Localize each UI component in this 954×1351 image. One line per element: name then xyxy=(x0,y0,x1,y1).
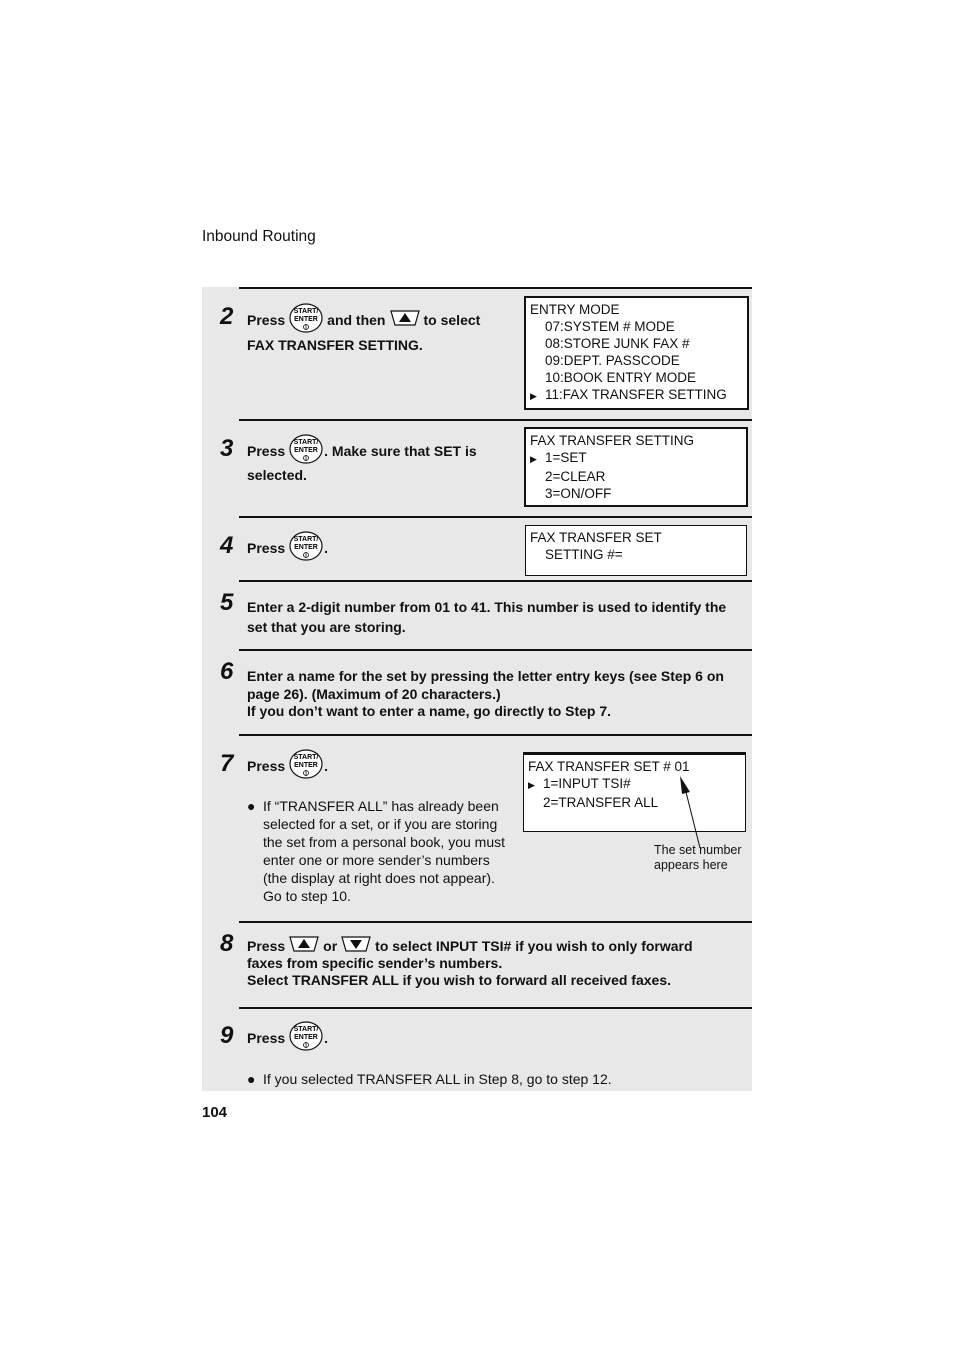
lcd-item: 3=ON/OFF xyxy=(545,486,612,501)
step-3-text xyxy=(247,436,517,484)
step-5-line1: Enter a 2-digit number from 01 to 41. This number is used to identify the xyxy=(247,599,727,615)
svg-text:START/: START/ xyxy=(293,536,319,543)
press-label: Press xyxy=(247,757,286,774)
step-2-text xyxy=(247,305,517,354)
divider xyxy=(239,1007,752,1009)
svg-text:ENTER: ENTER xyxy=(294,762,319,769)
start-enter-button-icon xyxy=(288,1021,324,1055)
start-enter-button-icon xyxy=(288,531,324,565)
start-enter-button-icon xyxy=(288,434,324,468)
step-8-text xyxy=(247,934,747,989)
svg-text:START/: START/ xyxy=(293,754,319,761)
step-8-line3: Select TRANSFER ALL if you wish to forward all received faxes. xyxy=(247,972,671,988)
divider xyxy=(239,921,752,923)
bullet-icon: ● xyxy=(247,1071,256,1087)
annotation-line: appears here xyxy=(654,858,728,872)
step-5-text xyxy=(247,597,747,637)
step-number: 6 xyxy=(220,658,234,685)
step-8-line2: faxes from specific sender’s numbers. xyxy=(247,955,503,971)
step-3-rest: . Make sure that SET is xyxy=(324,442,477,459)
step-number: 8 xyxy=(220,930,234,957)
step-number: 5 xyxy=(220,589,234,616)
cursor-arrow-icon: ▶ xyxy=(530,454,537,464)
and-then-label: and then xyxy=(327,311,386,328)
lcd-display-fax-transfer-setting xyxy=(524,427,748,507)
svg-text:ENTER: ENTER xyxy=(294,544,319,551)
note-line: selected for a set, or if you are storing xyxy=(263,816,498,832)
period: . xyxy=(324,757,329,774)
lcd-title: ENTRY MODE xyxy=(530,302,620,317)
divider xyxy=(239,649,752,651)
lcd-selected-item: 1=INPUT TSI# xyxy=(543,776,631,791)
lcd-selected-item: 11:FAX TRANSFER SETTING xyxy=(545,387,727,402)
press-label: Press xyxy=(247,1029,286,1046)
lcd-display-fax-transfer-set xyxy=(525,525,747,576)
lcd-display-entry-mode xyxy=(524,296,749,410)
lcd-title: FAX TRANSFER SETTING xyxy=(530,433,695,448)
lcd-item: 2=CLEAR xyxy=(545,469,606,484)
page-number: 104 xyxy=(202,1104,228,1121)
divider xyxy=(239,734,752,736)
cursor-arrow-icon: ▶ xyxy=(530,391,537,401)
step-7-note xyxy=(247,797,518,905)
lcd-title: FAX TRANSFER SET # 01 xyxy=(528,759,690,774)
step-2-line2: FAX TRANSFER SETTING. xyxy=(247,337,423,353)
annotation-line: The set number xyxy=(654,843,742,857)
step-6-text xyxy=(247,666,747,720)
step-7-text xyxy=(247,751,447,781)
divider xyxy=(239,580,752,582)
note-line: If you selected TRANSFER ALL in Step 8, go to step 12. xyxy=(263,1071,612,1087)
divider xyxy=(239,419,752,421)
up-arrow-button-icon xyxy=(389,308,421,332)
bullet-icon: ● xyxy=(247,798,256,814)
step-9-note xyxy=(247,1070,743,1088)
lcd-item: 07:SYSTEM # MODE xyxy=(545,319,675,334)
press-label: Press xyxy=(247,442,286,459)
period: . xyxy=(324,539,329,556)
annotation-text xyxy=(654,843,742,873)
press-label: Press xyxy=(247,539,286,556)
press-label: Press xyxy=(247,311,286,328)
step-6-line1: Enter a name for the set by pressing the letter entry keys (see Step 6 on xyxy=(247,668,724,684)
step-3-line2: selected. xyxy=(247,467,307,483)
lcd-selected-item: 1=SET xyxy=(545,450,587,465)
step-number: 2 xyxy=(220,303,234,330)
section-header: Inbound Routing xyxy=(202,228,316,245)
lcd-item: 2=TRANSFER ALL xyxy=(543,795,659,810)
step-number: 3 xyxy=(220,435,234,462)
note-line: (the display at right does not appear). xyxy=(263,870,495,886)
note-line: Go to step 10. xyxy=(263,888,351,904)
lcd-item: 09:DEPT. PASSCODE xyxy=(545,353,680,368)
note-line: If “TRANSFER ALL” has already been xyxy=(263,798,499,814)
step-6-line3: If you don’t want to enter a name, go directly to Step 7. xyxy=(247,703,612,719)
or-label: or xyxy=(323,937,338,954)
cursor-arrow-icon: ▶ xyxy=(528,780,535,790)
step-number: 9 xyxy=(220,1022,234,1049)
note-line: enter one or more sender’s numbers xyxy=(263,852,490,868)
svg-text:START/: START/ xyxy=(293,439,319,446)
note-line: the set from a personal book, you must xyxy=(263,834,506,850)
period: . xyxy=(324,1029,329,1046)
step-8-rest: to select INPUT TSI# if you wish to only forward xyxy=(375,937,693,954)
lcd-item: 08:STORE JUNK FAX # xyxy=(545,336,690,351)
step-4-text xyxy=(247,533,447,563)
svg-text:START/: START/ xyxy=(293,1026,319,1033)
start-enter-button-icon xyxy=(288,303,324,337)
svg-text:ENTER: ENTER xyxy=(294,447,319,454)
step-5-line2: set that you are storing. xyxy=(247,619,406,635)
lcd-display-fax-transfer-set-01 xyxy=(523,752,746,832)
divider xyxy=(239,287,752,289)
step-9-text xyxy=(247,1023,447,1053)
svg-text:START/: START/ xyxy=(293,308,319,315)
lcd-line: SETTING #= xyxy=(545,547,623,562)
svg-text:ENTER: ENTER xyxy=(294,1034,319,1041)
lcd-item: 10:BOOK ENTRY MODE xyxy=(545,370,697,385)
press-label: Press xyxy=(247,937,286,954)
to-select-label: to select xyxy=(423,311,481,328)
step-number: 7 xyxy=(220,750,234,777)
divider xyxy=(239,516,752,518)
step-number: 4 xyxy=(220,532,234,559)
lcd-line: FAX TRANSFER SET xyxy=(530,530,662,545)
svg-text:ENTER: ENTER xyxy=(294,316,319,323)
annotation-pointer-arrow xyxy=(670,770,710,850)
step-6-line2: page 26). (Maximum of 20 characters.) xyxy=(247,686,501,702)
start-enter-button-icon xyxy=(288,749,324,783)
